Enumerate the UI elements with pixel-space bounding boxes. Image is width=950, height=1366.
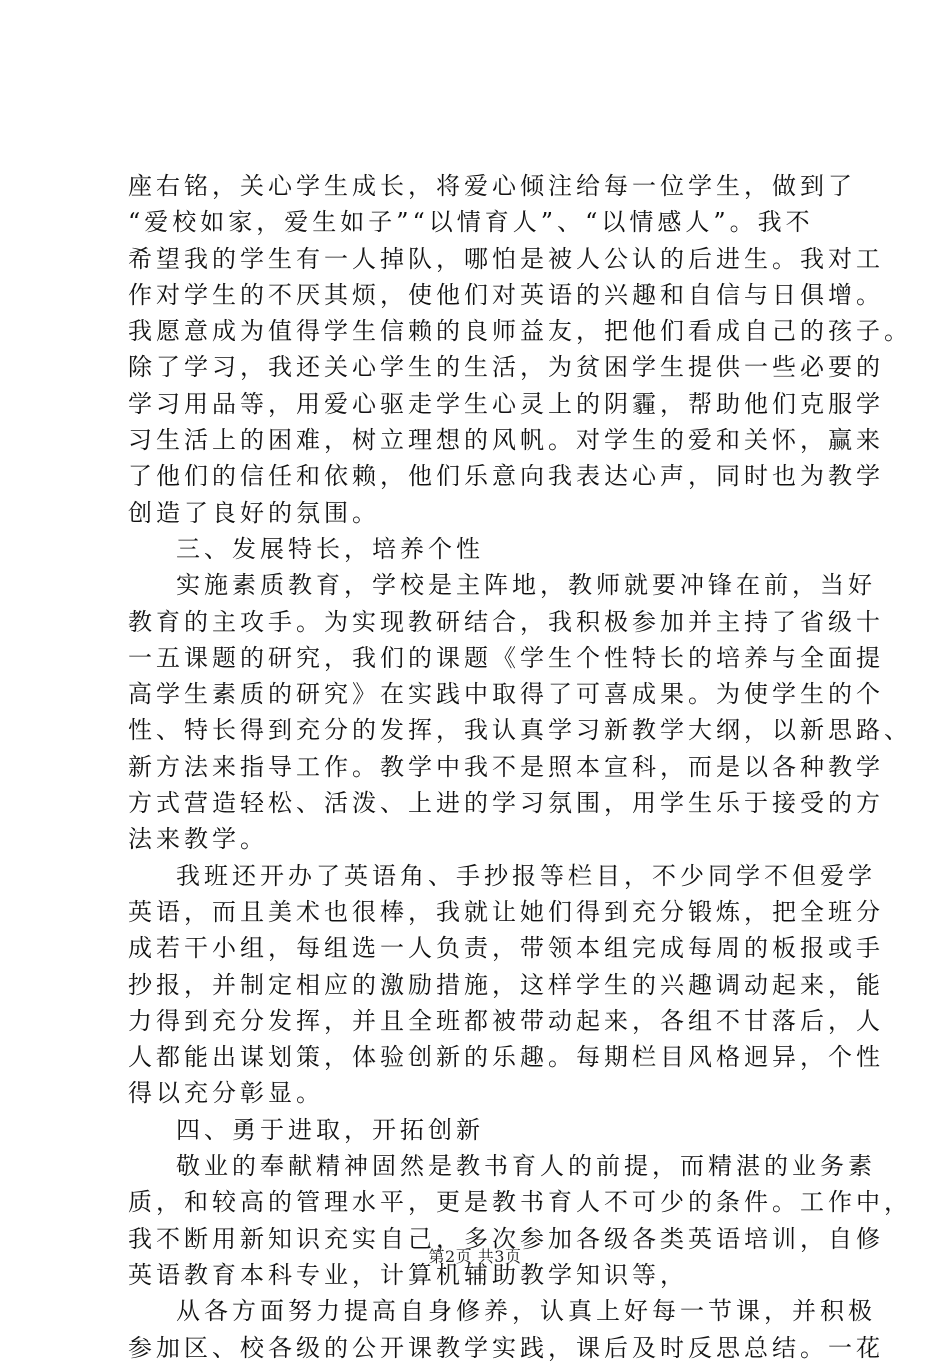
text-line: 我不断用新知识充实自己，多次参加各级各类英语培训，自修 [128,1224,884,1253]
text-line: 了他们的信任和依赖，他们乐意向我表达心声，同时也为教学 [128,462,884,491]
text-line: 希望我的学生有一人掉队，哪怕是被人公认的后进生。我对工 [128,244,884,273]
paragraph-start-line: 从各方面努力提高自身修养，认真上好每一节课，并积极 [176,1297,876,1326]
text-line: 方式营造轻松、活泼、上进的学习氛围，用学生乐于接受的方 [128,789,884,818]
section-heading: 三、发展特长，培养个性 [176,534,484,563]
text-line: 抄报，并制定相应的激励措施，这样学生的兴趣调动起来，能 [128,970,884,999]
text-line: 座右铭，关心学生成长，将爱心倾注给每一位学生，做到了 [128,172,856,200]
paragraph-start-line: 我班还开办了英语角、手抄报等栏目，不少同学不但爱学 [176,861,876,890]
text-line: 法来教学。 [128,825,268,854]
text-line: 人都能出谋划策，体验创新的乐趣。每期栏目风格迥异，个性 [128,1043,884,1072]
text-line: 一五课题的研究，我们的课题《学生个性特长的培养与全面提 [128,643,884,672]
paragraph-start-line: 实施素质教育，学校是主阵地，教师就要冲锋在前，当好 [176,571,876,600]
text-line: 我愿意成为值得学生信赖的良师益友，把他们看成自己的孩子。 [128,317,912,346]
text-line: 学习用品等，用爱心驱走学生心灵上的阴霾，帮助他们克服学 [128,389,884,418]
text-line: 高学生素质的研究》在实践中取得了可喜成果。为使学生的个 [128,680,884,709]
text-line: 英语，而且美术也很棒，我就让她们得到充分锻炼，把全班分 [128,897,884,926]
page-number-footer: 第2页 共3页 [428,1247,522,1266]
paragraph-start-line: 敬业的奉献精神固然是教书育人的前提，而精湛的业务素 [176,1152,876,1181]
text-line: 新方法来指导工作。教学中我不是照本宣科，而是以各种教学 [128,752,884,781]
text-line: 创造了良好的氛围。 [128,498,380,527]
text-line: 英语教育本科专业，计算机辅助教学知识等， [128,1260,688,1289]
text-line: 习生活上的困难，树立理想的风帆。对学生的爱和关怀，赢来 [128,426,884,455]
text-line: 得以充分彰显。 [128,1079,324,1108]
section-heading: 四、勇于进取，开拓创新 [176,1115,484,1144]
text-line: 除了学习，我还关心学生的生活，为贫困学生提供一些必要的 [128,353,884,382]
text-line: “爱校如家，爱生如子”“以情育人”、“以情感人”。我不 [128,208,814,237]
text-line: 参加区、校各级的公开课教学实践，课后及时反思总结。一花 [128,1333,884,1362]
text-line: 教育的主攻手。为实现教研结合，我积极参加并主持了省级十 [128,607,884,636]
text-line: 质，和较高的管理水平，更是教书育人不可少的条件。工作中， [128,1188,912,1217]
text-line: 作对学生的不厌其烦，使他们对英语的兴趣和自信与日俱增。 [128,280,884,309]
text-line: 力得到充分发挥，并且全班都被带动起来，各组不甘落后，人 [128,1006,884,1035]
document-body [128,168,912,1366]
text-line: 成若干小组，每组选一人负责，带领本组完成每周的板报或手 [128,934,884,963]
text-line: 性、特长得到充分的发挥，我认真学习新教学大纲，以新思路、 [128,716,912,745]
